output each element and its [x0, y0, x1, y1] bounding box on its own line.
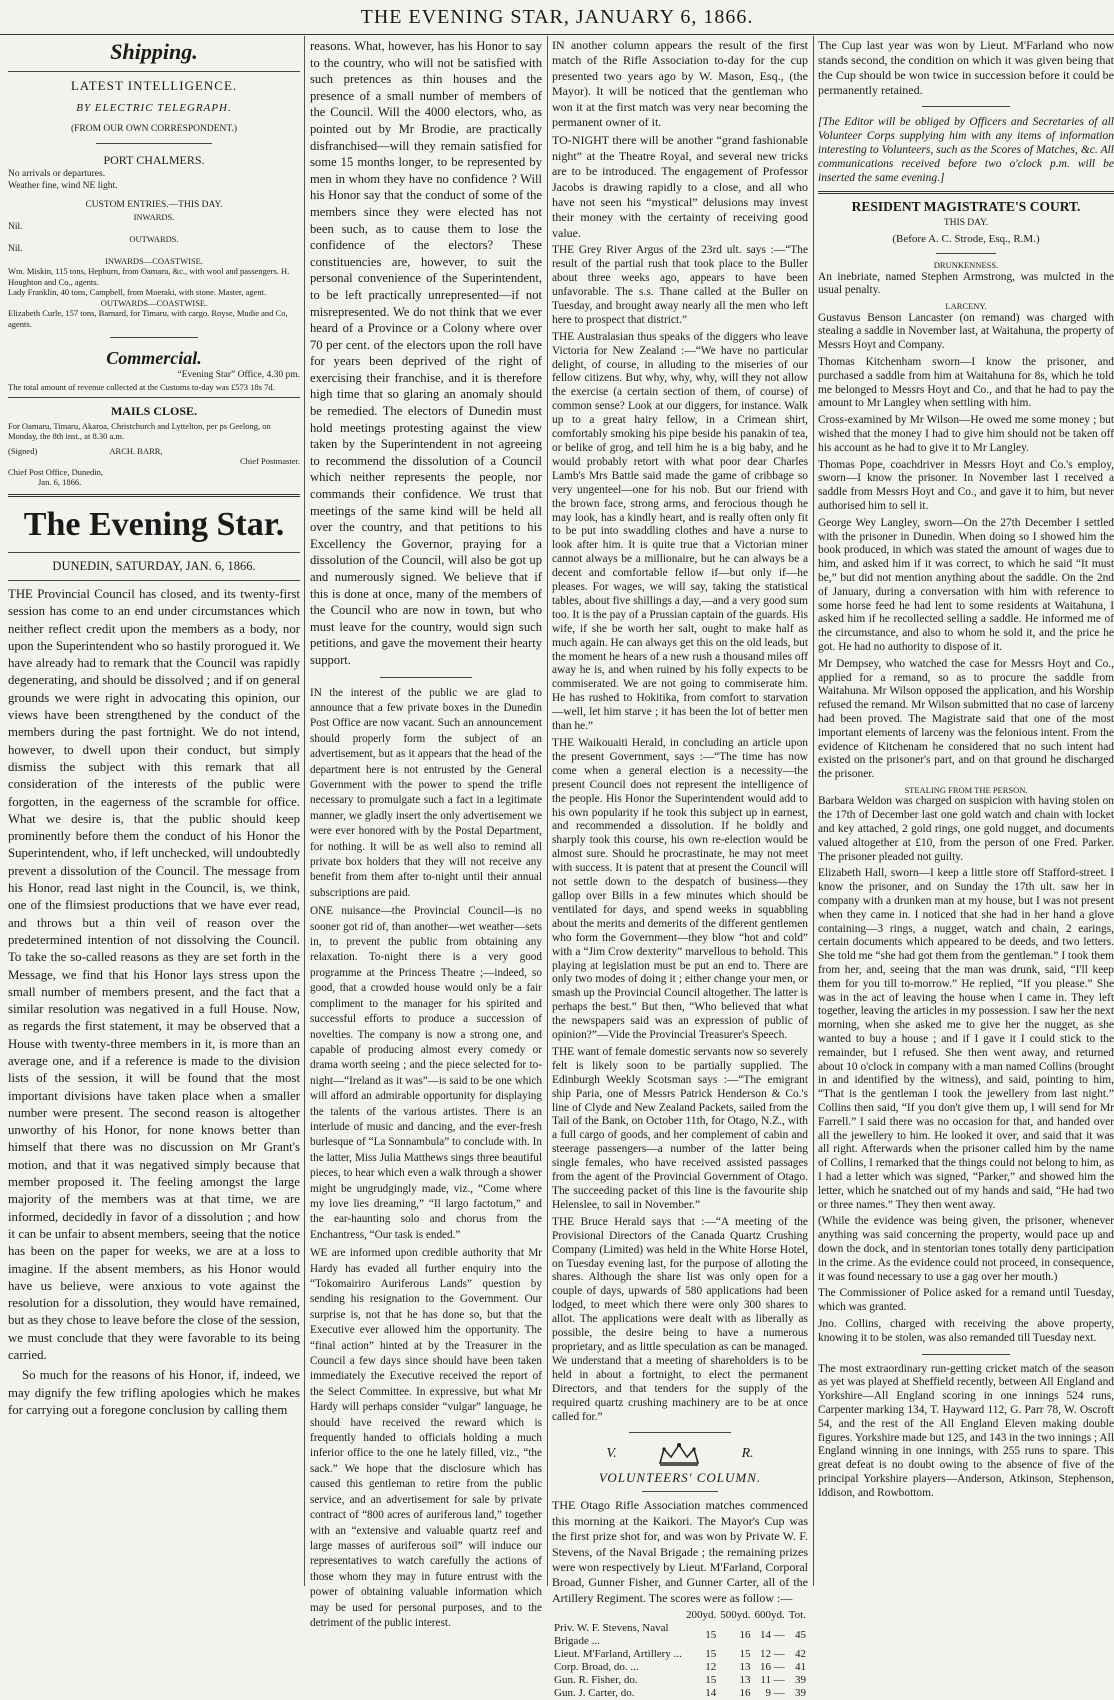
article-paragraph: Cross-examined by Mr Wilson—He owed me some money ; but wished that the money I had to give him should not be taken off his account as he had to give it to Mr Langley. — [818, 414, 1114, 454]
score-header — [552, 1609, 684, 1622]
arrivals-text: No arrivals or departures. — [8, 169, 106, 180]
entry-text: Wm. Miskin, 115 tons, Hepburn, from Oamaru, &c., with wool and passengers. H. Houghton and Co., agents. — [8, 266, 290, 287]
nil-text: Nil. — [8, 222, 23, 233]
inwards-coastwise-label: INWARDS—COASTWISE. — [105, 255, 203, 266]
article-paragraph: Thomas Pope, coachdriver in Messrs Hoyt and Co.'s employ, sworn—I know the prisoner. In November last I received a saddle from Messrs Hoyt and Co., and gave it to him, but never authorised him to sell it. — [818, 458, 1114, 513]
revenue-text: The total amount of revenue collected at the Customs to-day was £573 18s 7d. — [8, 381, 275, 392]
court-heading: RESIDENT MAGISTRATE'S COURT. — [851, 199, 1081, 214]
nil-text: Nil. — [8, 244, 23, 255]
vr-letter: V. — [606, 1446, 617, 1462]
office-line: “Evening Star” Office, 4.30 pm. — [177, 370, 300, 381]
port-heading: PORT CHALMERS. — [103, 153, 205, 168]
volunteers-heading: VOLUNTEERS' COLUMN. — [598, 1470, 762, 1486]
article-paragraph: THE Grey River Argus of the 23rd ult. says :—“The result of the partial rush that took place to the Buller about three weeks ago, appears to have been unfavorable. The s.s. Thane called at the Buller on Tuesday, and brought away nearly all the men who left here to prospect that district.” — [552, 244, 808, 326]
article-paragraph: The Cup last year was won by Lieut. M'Farland who now stands second, the condition on which it was given being that the Cup should be won twice in succession before it could be permanently retained. — [818, 38, 1114, 97]
table-row: Gun. J. Carter, do. 14 16 9 — 39 — [554, 1687, 806, 1700]
column-2 — [310, 38, 542, 1629]
column-1 — [8, 38, 300, 1586]
inwards-label: INWARDS. — [133, 211, 175, 222]
table-row: Lieut. M'Farland, Artillery ... 15 15 12 — 42 — [554, 1648, 806, 1661]
entry-text: Elizabeth Curle, 157 tons, Barnard, for Timaru, with cargo. Royse, Mudie and Co, agents. — [8, 308, 288, 329]
section-heading: DRUNKENNESS. — [933, 260, 999, 271]
score-header: 200yd. — [685, 1609, 717, 1622]
mails-text: For Oamaru, Timaru, Akaroa, Christchurch and Lyttelton, per ps Geelong, on Monday, the 8th inst., at 8.30 a.m. — [8, 420, 271, 442]
article-paragraph: Elizabeth Hall, sworn—I keep a little store off Stafford-street. I know the prisoner, and on Sunday the 17th ult. saw her in company with a drunken man at my house, but I was not present when they came in. I noticed that she had in her hand a glove containing—3 rings, a nugget, watch and chain, 2 earings, certain documents which appeared to be deeds, and two letters. She told me “she had got them from the gentleman.” I took them from her, and, seeing that the man was drunk, said, “I'll keep them for you till to-morrow.” He replied, “If you please.” She was in the act of leaving the house when I came in. They left together, leaving the articles in my possession. I saw her the next morning, when she asked me to give her the nugget, as she wanted to buy a house ; and if I gave it I could stick to the remainder, but I refused. She then went away, and returned about 10 o'clock in company with a man named Collins (brought in and identified by the witness), and said, pointing to him, “That is the gentleman I took the jewellery from last night.” Collins then said, “If you don't give them up, I will send for Mr Farrell.” I said there was no occasion for that, and handed over all the jewellery to him. He looked it over, and said that it was all right. Afterwards when the prisoner called him by the name of Collins, I remarked that the things could not belong to him, as I had a letter which was signed, “Parker,” and showed him the letter, which he snatched out of my hands and said, “He had two or three names.” They then went away. — [818, 867, 1114, 1211]
vr-letter: R. — [741, 1446, 754, 1462]
crown-icon — [656, 1441, 702, 1467]
article-paragraph: Barbara Weldon was charged on suspicion with having stolen on the 17th of December last one gold watch and chain with locket and key attached, 2 gold rings, one gold nugget, and documents valued altogether at £10, from the person of one Fred. Parker. The prisoner pleaded not guilty. — [818, 795, 1114, 863]
commercial-heading: Commercial. — [106, 348, 202, 369]
entry-text: Lady Franklin, 40 tons, Campbell, from Moeraki, with stone. Master, agent. — [8, 287, 267, 298]
article-paragraph: An inebriate, named Stephen Armstrong, was mulcted in the usual penalty. — [818, 270, 1114, 297]
outwards-coastwise-label: OUTWARDS—COASTWISE. — [100, 297, 208, 308]
section-heading: LARCENY. — [945, 301, 987, 312]
outwards-label: OUTWARDS. — [129, 233, 179, 244]
article-paragraph: IN another column appears the result of the first match of the Rifle Association to-day for the cup presented two years ago by W. Mason, Esq., (the Mayor). It will be noticed that the gentleman who won it at the first match was very near becoming the permanent owner of it. — [552, 38, 808, 130]
vr-emblem-row — [552, 1441, 808, 1467]
article-paragraph: Jno. Collins, charged with receiving the above property, knowing it to be stolen, was also remanded till Tuesday next. — [818, 1317, 1114, 1344]
article-paragraph: ONE nuisance—the Provincial Council—is no sooner got rid of, than another—wet weather—sets in, to prevent the public from obtaining any relaxation. To-night there is a very good programme at the Princess Theatre ;—indeed, so good, that a crowded house would only be a fair compliment to the manager for his spirited and successful efforts to produce a succession of novelties. The company is now a strong one, and capable of producing almost every comedy or drama worth seeing ; and the piece selected for to-night—“Ireland as it was”—is said to be one which will afford an admirable opportunity for displaying the talents of the various artistes. There is an interlude of music and dancing, and the ever-fresh burlesque of “La Sonnambula” to conclude with. In the latter, Miss Julia Matthews sings three beautiful pieces, to hear which even a walk through a shower might be ungrudgingly made, viz., “Come where my love lies dreaming,” “Il largo factotum,” and the ear-haunting solo and chorus from the Enchantress, “Our task is ended.” — [310, 905, 542, 1241]
article-paragraph: THE Australasian thus speaks of the diggers who leave Victoria for New Zealand :—“We have no particular delight, of course, in alluding to the miseries of our fellow citizens. But why, why, why, will they not allow the exercise (a certain section of them, of course) of common sense? Look at our diggers, for instance. Walk up to a great hairy fellow, in a Crimean shirt, comfortably smoking his pipe beside his panakin of tea, or belike of grog, and tell him he is a big baby, and he would probably retort with what poor dear Charles Lamb's Mrs Battle said made the game of cribbage so very ungenteel—one for his nob. But our friend with the brown face, strong arms, and ferocious though he may look, has a kindly heart, and is really often only fit to be put into swaddling clothes and have a nurse to look after him. It is quite true that a Victorian miner cannot always be a millionaire, but he can always be a decent and comfortable fellow if—but only if—he pleases. For wages, we will say, taking the statistical tables, about five shillings a day,—and a very good sum too. It is the pay of a Prussian captain of the guards. His wife, if she be worth her salt, ought to make half as much again. He can always get this on the old leads, but the moment he hears of a new rush a thousand miles off away he is, and when ruined by his folly expects to be commiserated. We are not going to commiserate him. He has rushed to Hokitika, from comfort to starvation—well, let him starve ; it has been the lot of better men than he.” — [552, 330, 808, 733]
score-header: Tot. — [788, 1609, 806, 1622]
telegraph-heading: BY ELECTRIC TELEGRAPH. — [76, 102, 232, 115]
correspondent-note: (FROM OUR OWN CORRESPONDENT.) — [70, 123, 238, 134]
article-paragraph: TO-NIGHT there will be another “grand fashionable night” at the Theatre Royal, and several new tricks are to be introduced. The engagement of Professor Jacobs is drawing rapidly to a close, and all who have not seen his “mystical” delusions may invest their money with the certainty of receiving good value. — [552, 133, 808, 240]
masthead-rule — [0, 34, 1114, 35]
column-4 — [818, 38, 1114, 1586]
weather-text: Weather fine, wind NE light. — [8, 180, 118, 191]
editor-notice: [The Editor will be obliged by Officers and Secretaries of all Volunteer Corps supplying him with any items of information interesting to Volunteers, such as the Scores of Matches, &c. All communications received before two o'clock p.m. will be inserted the same evening.] — [818, 116, 1114, 184]
article-paragraph: IN the interest of the public we are glad to announce that a few private boxes in the Dunedin Post Office are now vacant. Such an announcement should properly form the subject of an advertisement, but as it appears that the head of the department here is not entrusted by the General Government with the power to spend the trifle necessary to promulgate such a fact in a legitimate manner, we gladly insert the only advertisement we were ever honored with by the Postal Department, for nothing. It will be as well also to remind all private box holders that they will not receive any benefit from them after to-night until their annual subscriptions are paid. — [310, 686, 542, 899]
column-rule — [304, 36, 305, 1586]
shipping-heading: Shipping. — [110, 39, 198, 64]
before-line: (Before A. C. Strode, Esq., R.M.) — [892, 233, 1040, 246]
signed-label: (Signed) — [8, 445, 38, 456]
column-rule — [547, 36, 548, 1586]
article-paragraph: THE want of female domestic servants now so severely felt is likely soon to be partially supplied. The Edinburgh Weekly Scotsman says :—“The emigrant ship Paria, one of Messrs Patrick Henderson & Co.'s line of Clyde and New Zealand Packets, sailed from the Tail of the Bank, on October 11th, for Otago, N.Z., with a full cargo of goods, and her complement of cabin and steerage passengers—a number of the latter being single females, who have received assisted passages from the agent of the Provincial Government of Otago. The succeeding packet of this line is the favourite ship Helenslee, to sail in November.” — [552, 1045, 808, 1211]
dateline: DUNEDIN, SATURDAY, JAN. 6, 1866. — [52, 558, 256, 573]
table-row: Priv. W. F. Stevens, Naval Brigade ... 15 16 14 — 45 — [554, 1622, 806, 1648]
scores-table — [552, 1609, 808, 1700]
table-row: Corp. Broad, do. ... 12 13 16 — 41 — [554, 1661, 806, 1674]
post-office: Chief Post Office, Dunedin, — [8, 466, 103, 477]
article-paragraph: Mr Dempsey, who watched the case for Messrs Hoyt and Co., applied for a remand, so as to procure the saddle from Waitahuna. Mr Wilson opposed the application, and his Worship refused the remand. Mr Wilson submitted that no case of larceny had been proved. The Magistrate said that one of the most important elements of larceny was the felonious intent. From the evidence of Kitchenam he considered that no such intent had existed on the prisoner's part, and on that ground he discharged the prisoner. — [818, 657, 1114, 781]
signer-name: ARCH. BARR, — [109, 445, 163, 456]
article-paragraph: WE are informed upon credible authority that Mr Hardy has evaded all further enquiry into the “Tokomairiro Auriferous Lands” question by sending his resignation to the Government. Our surprise is, not that he has done so, but that the Executive ever allowed him the opportunity. The “final action” hinted at by the Treasurer in the Council a few days since should have been taken immediately the Executive received the report of the Select Committee. In expressive, but what Mr Hardy will perhaps consider “vulgar” language, he should have received the reward which is frequently handed to officials holding a much inferior office to the one he lately filled, viz., “the sack.” We hope that the disclosure which has caused this gentleman to retire from the public service, and an advertisement for sale by private contract of “800 acres of auriferous land,” together with an “extensive and valuable quartz reef and large masses of auriferous soil” will induce our representatives to watch carefully the actions of those whom they may in future entrust with the power of obtaining valuable information which may be used for personal purposes, and to the detriment of the public interest. — [310, 1247, 542, 1629]
article-paragraph: George Wey Langley, sworn—On the 27th December I settled with the prisoner in Dunedin. When doing so I showed him the book produced, in which was stated the amount of wages due to him, and asked him if it was correct, to which he said “It must be,” but did not mention anything about the saddle. On the 2nd of January, during a conversation with him with reference to some horse feed he had lent to some residents at Waitahuna, I asked him if he recollected selling a saddle. He informed me of the circumstance, and also to whom he sold it, and the price he got. He had no authority to dispose of it. — [818, 516, 1114, 654]
customs-heading: CUSTOM ENTRIES.—THIS DAY. — [85, 200, 223, 211]
masthead: THE EVENING STAR, JANUARY 6, 1866. — [360, 6, 754, 28]
article-paragraph: Gustavus Benson Lancaster (on remand) was charged with stealing a saddle in November last, at Waitahuna, the property of Messrs Hoyt and Company. — [818, 311, 1114, 352]
this-day: THIS DAY. — [943, 217, 989, 228]
mails-heading: MAILS CLOSE. — [110, 404, 198, 419]
score-header: 500yd. — [720, 1609, 751, 1622]
article-paragraph: THE Waikouaiti Herald, in concluding an article upon the present Government, says :—“The time has now come when a general election is a necessity—the present Council does not represent the intelligence of the people. His Honor the Superintendent would add to his own popularity if he took this subject up in earnest, and recommended a dissolution. If he boldly and sharply took this course, his own re-election would be almost sure. Should he procrastinate, he may not meet with success. It is patent that at present the Council will not settle down to the despatch of business—they gallop over Bills in a few minutes which should be ventilated for days, and spend weeks in squabbling about the merits and demerits of the different gentlemen who form the Government—they blow “hot and cold” with a “Jim Crow dexterity” marvellous to behold. This playing at legislation must be put an end to. There are only two modes of doing it ; either change your men, or smash up the Provincial Council altogether. The latter is perhaps the best.” But then, “Who believed that what the newspapers said was an expression of public of opinion?”—Vide the Provincial Treasurer's Speech. — [552, 737, 808, 1042]
section-heading: STEALING FROM THE PERSON. — [904, 784, 1028, 795]
column-rule — [813, 36, 814, 1586]
article-paragraph: So much for the reasons of his Honor, if, indeed, we may dignify the few trifling apologies which he makes for carrying out a foregone conclusion by calling them — [8, 1368, 300, 1417]
article-paragraph: The most extraordinary run-getting cricket match of the season as yet was played at Sheffield recently, between All England and Yorkshire—All England scoring in one innings 524 runs, Carpenter marking 134, T. Hayward 112, G. Parr 78, W. Oscroft 54, and the rest of the All England Eleven making double figures. Yorkshire made but 125, and 143 in the two innings ; All England winning in one innings, with 255 runs to spare. This great defeat is no doubt owing to the absence of five of the principal Yorkshire players—Anderson, Atkinson, Stephenson, Iddison, and Rowbottom. — [818, 1362, 1114, 1499]
score-header: 600yd. — [754, 1609, 785, 1622]
article-paragraph: THE Bruce Herald says that :—“A meeting of the Provisional Directors of the Canada Quartz Crushing Company (Limited) was held in the White Horse Hotel, on Tuesday evening last, for the purpose of alloting the shares. Although the share list was only open for a couple of days, upwards of 580 applications had been lodged, to meet which there were only 300 shares to allot. The applications were dealt with as liberally as possible, the desire being to have a numerous proprietary, and as little speculation as can be managed. We understand that a meeting of shareholders is to be held in about a fortnight, to elect the permanent Directors, and that tenders for the supply of the required quartz crushing machinery are to be at once called for.” — [552, 1215, 808, 1423]
article-paragraph: Thomas Kitchenham sworn—I know the prisoner, and purchased a saddle from him at Waitahuna for 8s, which he told me belonged to Messrs Hoyt and Co., and that he had to pay the amount to Mr Langley when settling with him. — [818, 356, 1114, 410]
article-paragraph: reasons. What, however, has his Honor to say to the country, who will not be satisfied with such pretences as thin houses and the presence of a small number of members of the Council. Will the 4000 electors, who, as pointed out by Mr Brodie, are practically disfranchised—will they remain satisfied for some 15 months longer, to be represented by men in whom they have no confidence ? Will his Honor say that the conduct of some of the members since they were elected has not been such, as to cause them to lose the confidence of the electors? These constituencies are, however, to suit the personal convenience of the Superintendent, to be left practically unrepresented—if not misrepresented. We do not think that we ever heard of a Province or a Colony where over 70 per cent. of the electors upon the roll have for years been deprived of the right of exercising their franchise, and it is therefore high time that so glaring an anomaly should be remedied. The electors of Dunedin must hold meetings protesting against the view taken by the Superintendent in not agreeing to recommend the dissolution of a Council which neither represents the people, nor commands their confidence. We trust that meetings of the same kind will be held all over the country, and that petitions to his Excellency the Governor, praying for a dissolution of the Council, will also be got up and numerously signed. We believe that if this is done at once, many of the members of the Council who are now in town, but who must leave for the country, would sign such petitions, and gave the movement their hearty support. — [310, 39, 542, 667]
signer-title: Chief Postmaster. — [240, 456, 300, 467]
table-row: Gun. R. Fisher, do. 15 13 11 — 39 — [554, 1674, 806, 1687]
paper-title: The Evening Star. — [23, 505, 285, 543]
article-paragraph: The Commissioner of Police asked for a remand until Tuesday, which was granted. — [818, 1287, 1114, 1314]
column-3 — [552, 38, 808, 1700]
article-paragraph: THE Otago Rifle Association matches commenced this morning at the Kaikori. The Mayor's Cup was the first prize shot for, and was won by Private W. F. Stevens, of the Naval Brigade ; the remaining prizes were won respectively by Lieut. M'Farland, Corporal Broad, Gunner Fisher, and Gunner Carter, all of the Artillery Regiment. The scores were as follow :— — [552, 1498, 808, 1605]
latest-intelligence: LATEST INTELLIGENCE. — [70, 78, 238, 93]
article-paragraph: THE Provincial Council has closed, and its twenty-first session has come to an end under circumstances which neither reflect credit upon the members as a body, nor upon the Superintendent who so hastily prorogued it. We have already had to remark that the Council was rapidly degenerating, and should be dissolved ; and if on general grounds we were right in advocating this opinion, our views have been strengthened by the conduct of the members during the past fortnight. We do not intend, however, to dwell upon their conduct, but simply dismiss the subject with this remark that all consideration of the interests of the public were forgotten, in the eagerness of the scramble for office. What we desire is, that the public should keep prominently before them the conduct of his Honor the Superintendent, who, if left unchecked, will undoubtedly prevent a dissolution of the Council. The message from his Honor, read last night in the Council, is, we think, one of the flimsiest productions that we have ever read, and throws but a thin veil of reason over the predetermined intention of not dissolving the Council. To take the so-called reasons as they are set forth in the Message, we find that his Honor lays stress upon the small number of members present, and the fact that a similar resolution was negatived in a full House. Now, as regards the first statement, it may be observed that a House with twenty-three members in it, is more than an average one, and if a reference is made to the division lists of the session, it will be found that the most important divisions have taken place when a smaller number were present. The second reason is altogether unworthy of his Honor, for none knows better than himself that there was no discussion on Mr Grant's motion, and that it was negatived simply because that member proposed it. The feeling amongst the large majority of the members was at that time, we are informed, decidedly in favor of a dissolution ; and how it can be unfair to absent members, seeing that the notice has been on the paper for weeks, we are at a loss to imagine. If the absent members, as his Honor would have us believe, were anxious to vote against the resolution for a dissolution, they would have remained, but as they chose to leave before the close of the session, we must conclude that they were favorable to its being carried. — [8, 586, 300, 1363]
post-office-date: Jan. 6, 1866. — [38, 477, 82, 488]
article-paragraph: (While the evidence was being given, the prisoner, whenever anything was said concerning the property, would pace up and down the dock, and in stentorian tones totally deny participation in the crime. As the evidence could not proceed, in consequence, it was found necessary to use a gag over her mouth.) — [818, 1215, 1114, 1283]
